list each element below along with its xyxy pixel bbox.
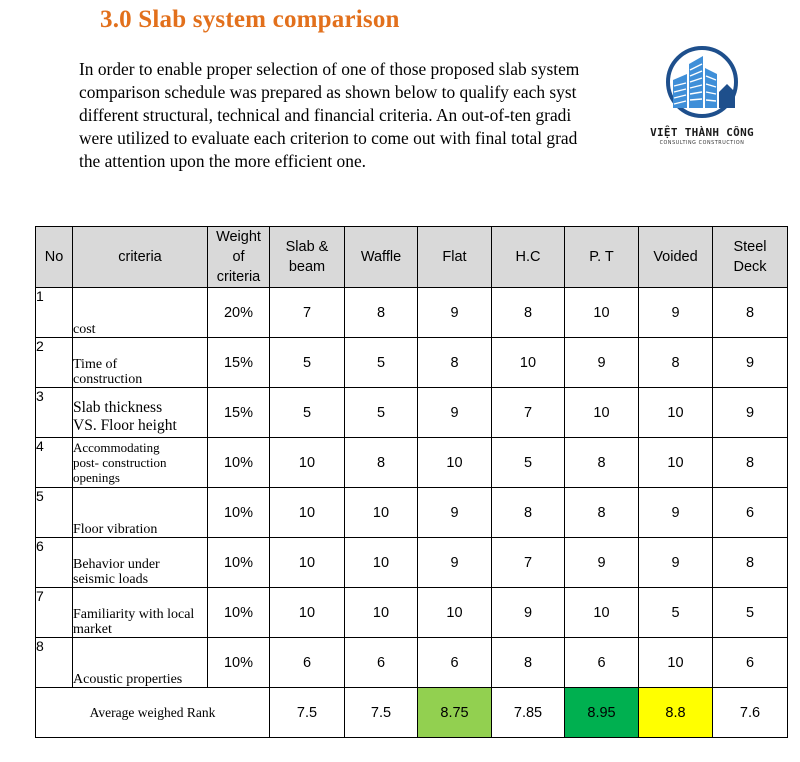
score-cell: 8 xyxy=(713,538,788,588)
header-no: No xyxy=(36,227,73,288)
table-row xyxy=(36,388,788,438)
row-number: 6 xyxy=(36,538,73,588)
header-pt: P. T xyxy=(565,227,639,288)
section-heading: 3.0 Slab system comparison xyxy=(100,6,400,33)
score-cell: 8 xyxy=(639,338,713,388)
criteria-cell xyxy=(73,338,208,388)
score-cell: 8 xyxy=(492,288,565,338)
score-cell: 10 xyxy=(639,388,713,438)
score-cell: 10 xyxy=(418,588,492,638)
score-cell: 6 xyxy=(345,638,418,688)
row-number: 7 xyxy=(36,588,73,638)
score-cell: 10 xyxy=(639,638,713,688)
header-slab-beam: Slab & beam xyxy=(270,227,345,288)
table-row xyxy=(36,438,788,488)
score-cell: 10 xyxy=(345,488,418,538)
table-row xyxy=(36,488,788,538)
weight-cell: 10% xyxy=(208,488,270,538)
header-criteria: criteria xyxy=(73,227,208,288)
score-cell: 5 xyxy=(270,388,345,438)
average-value-pt: 8.95 xyxy=(565,688,639,738)
weight-cell: 10% xyxy=(208,588,270,638)
score-cell: 9 xyxy=(418,488,492,538)
score-cell: 9 xyxy=(713,388,788,438)
table-row xyxy=(36,338,788,388)
score-cell: 8 xyxy=(492,488,565,538)
criteria-line: cost xyxy=(73,322,96,337)
score-cell: 6 xyxy=(713,488,788,538)
score-cell: 6 xyxy=(713,638,788,688)
criteria-line: openings xyxy=(73,470,120,485)
score-cell: 8 xyxy=(492,638,565,688)
score-cell: 9 xyxy=(492,588,565,638)
criteria-cell xyxy=(73,288,208,338)
score-cell: 10 xyxy=(418,438,492,488)
table-row xyxy=(36,288,788,338)
table-row xyxy=(36,538,788,588)
score-cell: 7 xyxy=(270,288,345,338)
average-value: 7.6 xyxy=(713,688,788,738)
score-cell: 5 xyxy=(713,588,788,638)
criteria-line: Time of xyxy=(73,357,118,372)
average-value-flat: 8.75 xyxy=(418,688,492,738)
comparison-table xyxy=(35,226,788,738)
score-cell: 10 xyxy=(345,588,418,638)
criteria-line: post- construction xyxy=(73,455,167,470)
criteria-cell xyxy=(73,638,208,688)
row-number: 2 xyxy=(36,338,73,388)
criteria-line: Behavior under xyxy=(73,557,160,572)
score-cell: 9 xyxy=(565,538,639,588)
average-row xyxy=(36,688,788,738)
header-hc: H.C xyxy=(492,227,565,288)
score-cell: 8 xyxy=(345,288,418,338)
header-voided: Voided xyxy=(639,227,713,288)
score-cell: 5 xyxy=(345,388,418,438)
logo-brand-text: VIỆT THÀNH CÔNG xyxy=(650,126,754,139)
score-cell: 6 xyxy=(270,638,345,688)
criteria-cell xyxy=(73,588,208,638)
table-body xyxy=(36,288,788,688)
score-cell: 6 xyxy=(565,638,639,688)
weight-cell: 15% xyxy=(208,338,270,388)
header-steel-deck: Steel Deck xyxy=(713,227,788,288)
row-number: 4 xyxy=(36,438,73,488)
criteria-line: Floor vibration xyxy=(73,522,158,537)
score-cell: 10 xyxy=(345,538,418,588)
weight-cell: 20% xyxy=(208,288,270,338)
average-label: Average weighed Rank xyxy=(36,688,270,738)
table-row xyxy=(36,588,788,638)
building-logo-icon xyxy=(643,38,761,126)
criteria-line: Familiarity with local xyxy=(73,607,195,622)
score-cell: 9 xyxy=(639,488,713,538)
weight-cell: 15% xyxy=(208,388,270,438)
intro-line: the attention upon the more efficient one. xyxy=(79,151,367,171)
criteria-line: market xyxy=(73,622,112,637)
score-cell: 10 xyxy=(492,338,565,388)
score-cell: 6 xyxy=(418,638,492,688)
score-cell: 8 xyxy=(565,438,639,488)
score-cell: 9 xyxy=(639,538,713,588)
criteria-line: seismic loads xyxy=(73,572,149,587)
criteria-line: construction xyxy=(73,372,143,387)
score-cell: 8 xyxy=(345,438,418,488)
score-cell: 9 xyxy=(418,538,492,588)
intro-line: comparison schedule was prepared as shown below to qualify each syst xyxy=(79,82,577,102)
score-cell: 5 xyxy=(345,338,418,388)
score-cell: 10 xyxy=(565,288,639,338)
average-value: 7.5 xyxy=(345,688,418,738)
criteria-line: VS. Floor height xyxy=(73,417,177,434)
score-cell: 8 xyxy=(565,488,639,538)
intro-line: In order to enable proper selection of one of those proposed slab system xyxy=(79,59,580,79)
score-cell: 5 xyxy=(639,588,713,638)
score-cell: 10 xyxy=(639,438,713,488)
weight-cell: 10% xyxy=(208,638,270,688)
score-cell: 9 xyxy=(565,338,639,388)
score-cell: 10 xyxy=(270,588,345,638)
score-cell: 8 xyxy=(418,338,492,388)
criteria-cell xyxy=(73,438,208,488)
row-number: 1 xyxy=(36,288,73,338)
average-value: 7.85 xyxy=(492,688,565,738)
table-header-row xyxy=(36,227,788,288)
weight-cell: 10% xyxy=(208,538,270,588)
header-weight: Weight of criteria xyxy=(208,227,270,288)
logo-tagline: CONSULTING CONSTRUCTION xyxy=(659,141,745,146)
criteria-line: Accommodating xyxy=(73,440,160,455)
intro-line: different structural, technical and financial criteria. An out-of-ten gradi xyxy=(79,105,572,125)
table-row xyxy=(36,638,788,688)
row-number: 3 xyxy=(36,388,73,438)
criteria-line: Slab thickness xyxy=(73,399,163,416)
score-cell: 9 xyxy=(639,288,713,338)
header-waffle: Waffle xyxy=(345,227,418,288)
average-value: 7.5 xyxy=(270,688,345,738)
criteria-cell xyxy=(73,388,208,438)
score-cell: 9 xyxy=(713,338,788,388)
score-cell: 9 xyxy=(418,388,492,438)
score-cell: 5 xyxy=(270,338,345,388)
average-value-voided: 8.8 xyxy=(639,688,713,738)
criteria-line: Acoustic properties xyxy=(73,672,183,687)
criteria-cell xyxy=(73,488,208,538)
score-cell: 7 xyxy=(492,538,565,588)
row-number: 5 xyxy=(36,488,73,538)
score-cell: 10 xyxy=(270,488,345,538)
score-cell: 8 xyxy=(713,288,788,338)
score-cell: 7 xyxy=(492,388,565,438)
score-cell: 8 xyxy=(713,438,788,488)
weight-cell: 10% xyxy=(208,438,270,488)
score-cell: 10 xyxy=(270,538,345,588)
row-number: 8 xyxy=(36,638,73,688)
intro-line: were utilized to evaluate each criterion to come out with final total grad xyxy=(79,128,578,148)
criteria-cell xyxy=(73,538,208,588)
company-logo xyxy=(643,38,761,158)
score-cell: 10 xyxy=(565,588,639,638)
score-cell: 10 xyxy=(565,388,639,438)
score-cell: 10 xyxy=(270,438,345,488)
score-cell: 9 xyxy=(418,288,492,338)
header-flat: Flat xyxy=(418,227,492,288)
score-cell: 5 xyxy=(492,438,565,488)
intro-paragraph xyxy=(79,58,644,173)
